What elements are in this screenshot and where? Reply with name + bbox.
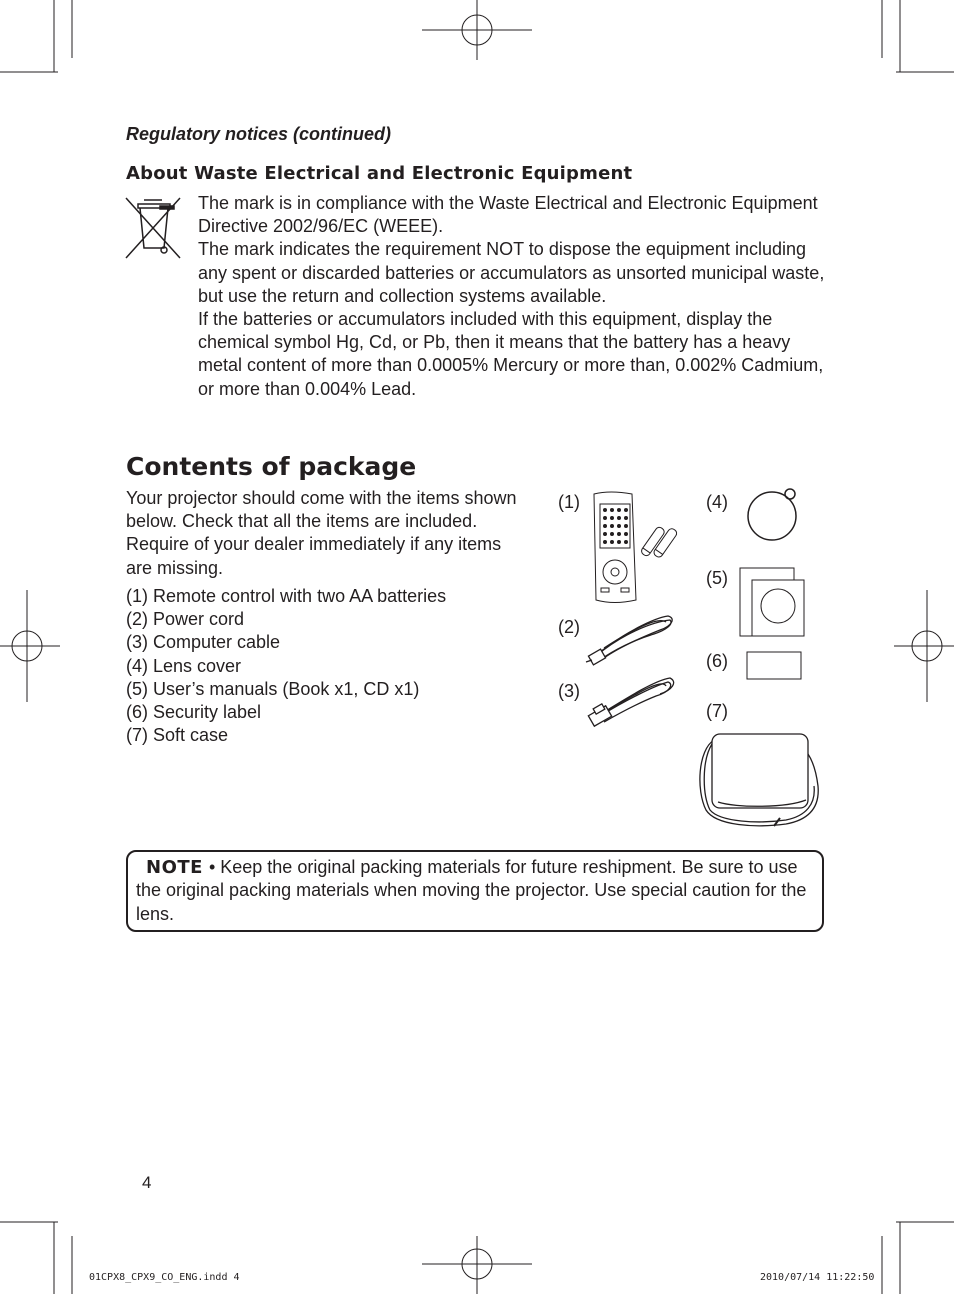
note [136, 856, 816, 926]
figure-label-1: (1) [558, 492, 580, 512]
registration-mark-right [894, 590, 954, 702]
user-manuals-illustration [738, 566, 808, 638]
registration-mark-left [0, 590, 60, 702]
power-cord-illustration [582, 612, 678, 668]
contents-list [126, 585, 446, 747]
weee-paragraph: The mark is in compliance with the Waste Electrical and Electronic Equipment Directive 2002/96/EC (WEEE). [198, 193, 818, 237]
crossed-out-wheelie-bin-icon [124, 196, 184, 262]
registration-mark-bottom [422, 1236, 532, 1294]
list-item: (5) User’s manuals (Book x1, CD x1) [126, 678, 420, 699]
security-label-illustration [746, 651, 804, 681]
section-title: Contents of package [126, 452, 417, 481]
soft-case-illustration [696, 730, 824, 830]
lens-cover-illustration [746, 486, 800, 544]
running-head: Regulatory notices (continued) [126, 124, 392, 144]
figure-label-4: (4) [706, 492, 728, 512]
weee-paragraph: If the batteries or accumulators included with this equipment, display the chemical symbol Hg, Cd, or Pb, then it means that the battery has a heavy metal content of more than 0.0005% Mercury or more than, 0.002% Cadmium, or more than 0.004% Lead. [198, 309, 824, 399]
computer-cable-illustration [584, 676, 680, 730]
remote-control-illustration [590, 490, 682, 606]
figure-label-2: (2) [558, 617, 580, 637]
list-item: (7) Soft case [126, 725, 229, 746]
list-item: (1) Remote control with two AA batteries [126, 586, 447, 606]
note-text: • Keep the original packing materials for future reshipment. Be sure to use the original packing materials when moving the projector. Use special caution for the lens. [136, 857, 807, 924]
list-item: (3) Computer cable [126, 632, 281, 653]
slug-file: 01CPX8_CPX9_CO_ENG.indd 4 [89, 1272, 240, 1283]
registration-mark-top [422, 0, 532, 62]
list-item: (6) Security label [126, 702, 262, 723]
figure-label-5: (5) [706, 568, 728, 588]
page-number: 4 [142, 1173, 152, 1192]
contents-intro: Your projector should come with the items shown below. Check that all the items are included. Require of your dealer immediately if any items are missing. [126, 488, 517, 578]
figure-label-7: (7) [706, 701, 728, 721]
slug-timestamp: 2010/07/14 11:22:50 [760, 1272, 875, 1283]
list-item: (4) Lens cover [126, 655, 242, 676]
weee-text [198, 192, 838, 401]
note-label: NOTE [146, 857, 203, 878]
list-item: (2) Power cord [126, 609, 245, 630]
weee-heading: About Waste Electrical and Electronic Equipment [126, 163, 633, 184]
figure-label-6: (6) [706, 651, 728, 671]
figure-label-3: (3) [558, 681, 580, 701]
weee-paragraph: The mark indicates the requirement NOT to dispose the equipment including any spent or discarded batteries or accumulators as unsorted municipal waste, but use the return and collection systems available. [198, 239, 825, 306]
